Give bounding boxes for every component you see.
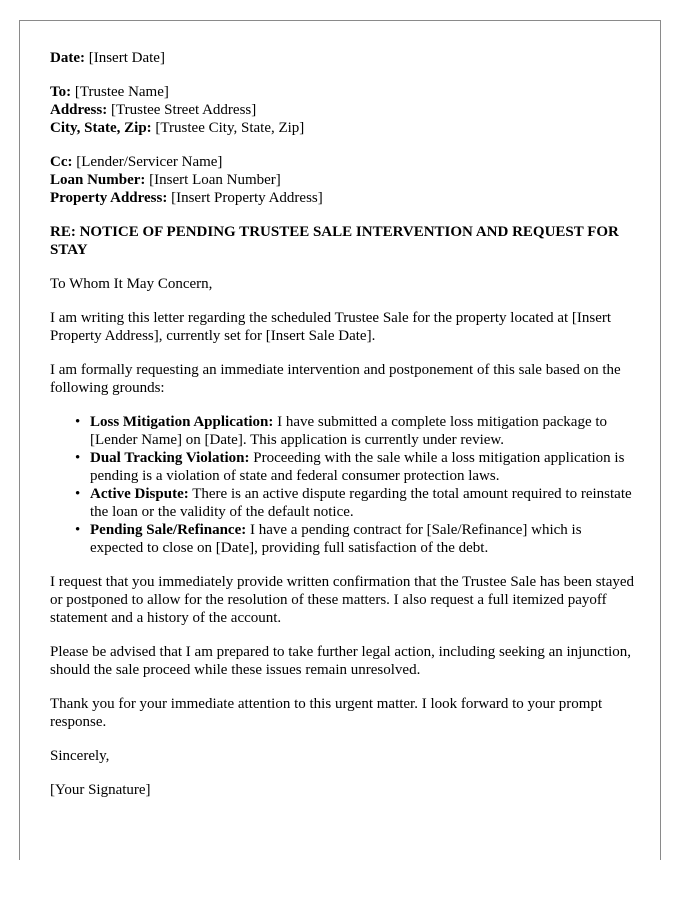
ground-label: Dual Tracking Violation: — [90, 450, 250, 466]
letter-page — [19, 20, 661, 860]
grounds-list — [50, 413, 635, 557]
request-paragraph: I am formally requesting an immediate intervention and postponement of this sale based on the following grounds: — [50, 362, 621, 396]
ground-text: I have a pending contract for [Sale/Refinance] which is expected to close on [Date], providing full satisfaction of the debt. — [90, 522, 582, 556]
property-address-value: [Insert Property Address] — [171, 190, 323, 206]
cc-value: [Lender/Servicer Name] — [76, 154, 223, 170]
closing: Sincerely, — [50, 748, 110, 764]
address-label: Address: — [50, 102, 108, 118]
recipient-block — [50, 83, 635, 137]
bullet-icon: • — [75, 522, 81, 538]
ground-label: Loss Mitigation Application: — [90, 414, 274, 430]
ground-label: Active Dispute: — [90, 486, 189, 502]
intro-paragraph: I am writing this letter regarding the scheduled Trustee Sale for the property located at [Insert Property Address], currently set for [Insert Sale Date]. — [50, 310, 612, 344]
bullet-icon: • — [75, 450, 81, 466]
thanks-paragraph: Thank you for your immediate attention to this urgent matter. I look forward to your prompt response. — [50, 696, 603, 730]
property-address-label: Property Address: — [50, 190, 168, 206]
address-value: [Trustee Street Address] — [110, 102, 257, 118]
signature: [Your Signature] — [50, 782, 151, 798]
bullet-icon: • — [75, 486, 81, 502]
date-label: Date: — [50, 50, 85, 66]
list-item — [75, 413, 635, 449]
legal-paragraph: Please be advised that I am prepared to take further legal action, including seeking an injunction, should the sale proceed while these issues remain unresolved. — [50, 644, 632, 678]
date-value: [Insert Date] — [88, 50, 165, 66]
to-value: [Trustee Name] — [74, 84, 169, 100]
ground-text: Proceeding with the sale while a loss mitigation application is pending is a violation of state and federal consumer protection laws. — [90, 450, 625, 484]
list-item — [75, 485, 635, 521]
bullet-icon: • — [75, 414, 81, 430]
ground-text: There is an active dispute regarding the total amount required to reinstate the loan or the validity of the default notice. — [90, 486, 632, 520]
to-label: To: — [50, 84, 72, 100]
loan-number-value: [Insert Loan Number] — [149, 172, 281, 188]
subject-line: RE: NOTICE OF PENDING TRUSTEE SALE INTERVENTION AND REQUEST FOR STAY — [50, 224, 619, 258]
city-label: City, State, Zip: — [50, 120, 152, 136]
ground-label: Pending Sale/Refinance: — [90, 522, 247, 538]
letter-body — [50, 49, 635, 815]
reference-block — [50, 153, 635, 207]
ground-text: I have submitted a complete loss mitigation package to [Lender Name] on [Date]. This application is currently under review. — [90, 414, 608, 448]
confirmation-paragraph: I request that you immediately provide written confirmation that the Trustee Sale has been stayed or postponed to allow for the resolution of these matters. I also request a full itemized payoff statement and a history of the account. — [50, 574, 635, 626]
list-item — [75, 449, 635, 485]
cc-label: Cc: — [50, 154, 73, 170]
date-line — [50, 49, 635, 67]
salutation: To Whom It May Concern, — [50, 276, 213, 292]
city-value: [Trustee City, State, Zip] — [155, 120, 305, 136]
loan-number-label: Loan Number: — [50, 172, 146, 188]
list-item — [75, 521, 635, 557]
